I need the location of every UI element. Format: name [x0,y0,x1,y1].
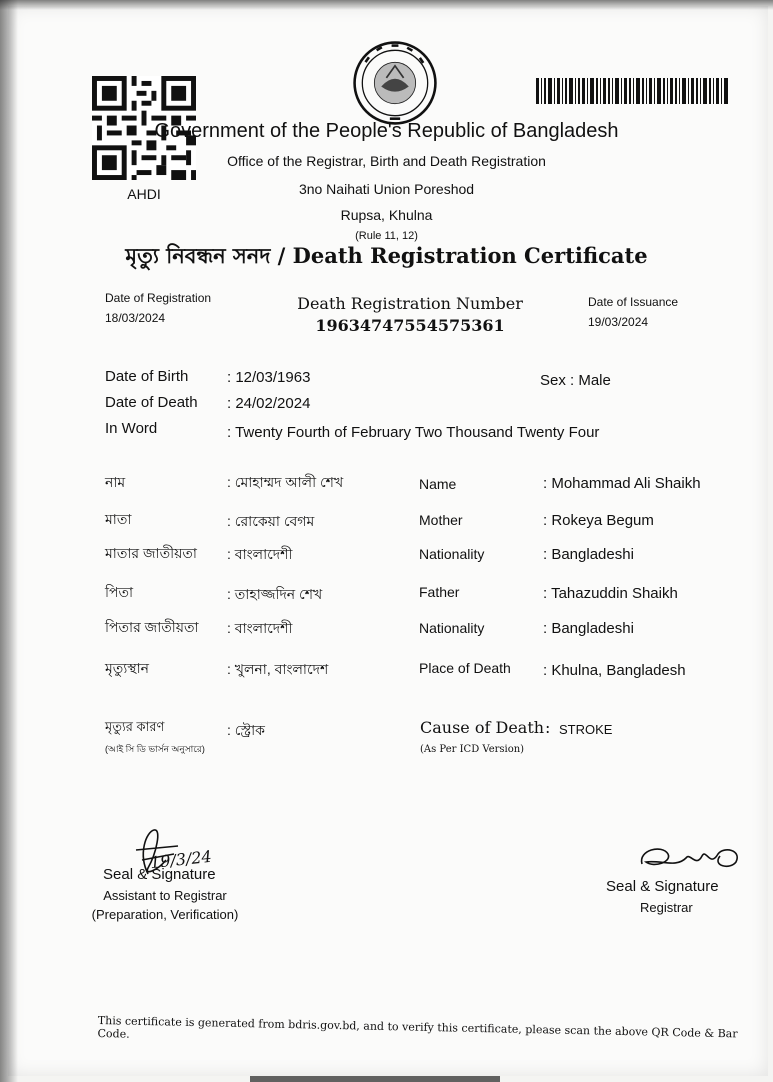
detail-en-value: : Bangladeshi [543,620,634,637]
cause-bn-sub: (আই সি ডি ভার্সন অনুসারে) [105,744,205,754]
date-of-death-label: Date of Death [105,394,198,411]
certificate-title: মৃত্যু নিবন্ধন সনদ / Death Registration Certificate [125,243,648,268]
cause-en-sub: (As Per ICD Version) [420,744,525,755]
government-seal-icon [352,40,438,126]
left-seal-signature-title: Seal & Signature [103,866,216,883]
detail-bn-value: : তাহাজ্জদিন শেখ [227,586,323,602]
assistant-signature-date: 19/3/24 [149,846,213,873]
detail-en-label: Nationality [419,546,485,562]
in-word-label: In Word [105,420,158,437]
detail-bn-value: : বাংলাদেশী [227,546,293,562]
detail-en-value: : Khulna, Bangladesh [543,662,686,679]
detail-bn-value: : খুলনা, বাংলাদেশ [227,661,329,677]
date-of-registration-value: 18/03/2024 [105,311,166,325]
detail-bn-label: মৃত্যুস্থান [105,660,150,676]
rule-reference: (Rule 11, 12) [355,230,418,242]
cause-en-value: STROKE [559,722,613,737]
government-title: Government of the People's Republic of Bangladesh [154,120,619,142]
detail-en-label: Father [419,584,460,600]
cause-en-label: Cause of Death [420,718,545,737]
date-of-birth-label: Date of Birth [105,368,189,385]
scan-edge-top [0,0,773,10]
scan-edge-bottom [250,1076,500,1082]
date-of-issuance-value: 19/03/2024 [588,315,649,329]
registrar-signature-icon [632,838,748,878]
detail-bn-label: মাতা [105,511,132,527]
right-signature-role: Registrar [640,900,693,915]
left-signature-role-detail: (Preparation, Verification) [91,907,239,922]
barcode-icon [536,78,728,104]
qr-label: AHDI [127,186,161,202]
cause-bn-label: মৃত্যুর কারণ [105,719,165,734]
detail-en-value: : Tahazuddin Shaikh [543,585,678,602]
cause-en-colon: : [545,718,551,737]
left-signature-role: Assistant to Registrar [103,888,227,903]
verification-footer: This certificate is generated from bdris.gov.bd, and to verify this certificate, please scan the above QR Code & Bar Code. [97,1014,738,1041]
date-of-death-value: : 24/02/2024 [227,395,311,412]
detail-en-label: Place of Death [419,660,511,676]
detail-en-label: Name [419,476,457,492]
detail-bn-label: পিতা [105,584,134,600]
in-word-value: : Twenty Fourth of February Two Thousand Twenty Four [227,424,600,441]
right-seal-signature-title: Seal & Signature [606,878,719,895]
office-name: Office of the Registrar, Birth and Death Registration [227,153,546,169]
union-name: 3no Naihati Union Poreshod [298,181,475,197]
detail-en-label: Mother [419,512,463,528]
detail-bn-value: : রোকেয়া বেগম [227,513,315,529]
detail-en-value: : Bangladeshi [543,546,634,563]
detail-bn-value: : বাংলাদেশী [227,620,293,636]
detail-en-value: : Mohammad Ali Shaikh [543,475,701,492]
detail-en-value: : Rokeya Begum [543,512,654,529]
registration-number-value: 19634747554575361 [315,316,505,335]
detail-bn-label: মাতার জাতীয়তা [105,545,197,561]
registration-number-label: Death Registration Number [297,294,523,313]
detail-bn-label: পিতার জাতীয়তা [105,619,199,635]
cause-bn-value: : স্ট্রোক [227,722,265,738]
detail-bn-label: নাম [105,474,126,490]
detail-en-label: Nationality [419,620,485,636]
location-name: Rupsa, Khulna [340,207,433,223]
sex-value: Sex : Male [540,372,611,389]
detail-bn-value: : মোহাম্মদ আলী শেখ [227,474,344,490]
date-of-issuance-label: Date of Issuance [588,295,679,309]
date-of-birth-value: : 12/03/1963 [227,369,311,386]
date-of-registration-label: Date of Registration [105,291,212,305]
